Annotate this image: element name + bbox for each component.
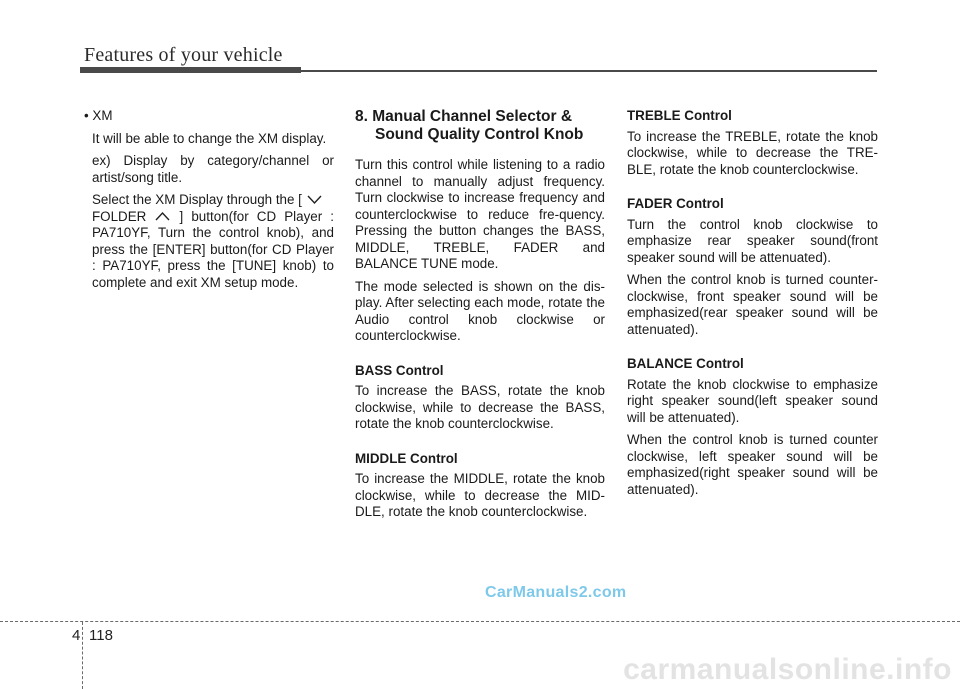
footer-divider — [82, 622, 83, 689]
section-title — [355, 108, 605, 143]
bullet-xm: • XM — [84, 108, 113, 123]
knob-paragraph-2: The mode selected is shown on the dis-play. After selecting each mode, rotate the Audio control knob clockwise or counterclockwise. — [355, 278, 605, 343]
page-number: 118 — [89, 627, 113, 644]
page-header-title: Features of your vehicle — [84, 44, 283, 66]
section-title-line-1: 8. Manual Channel Selector & — [355, 108, 573, 125]
bass-heading: BASS Control — [355, 362, 444, 378]
balance-text-2: When the control knob is turned counter clockwise, left speaker sound will be emphasized(right speaker sound will be attenuated). — [627, 432, 878, 497]
xm-paragraph-1: It will be able to change the XM display. — [92, 130, 327, 146]
middle-text: To increase the MIDDLE, rotate the knob clockwise, while to decrease the MID-DLE, rotate the knob counterclockwise. — [355, 471, 605, 519]
fader-heading: FADER Control — [627, 196, 724, 211]
section-title-line-2: Sound Quality Control Knob — [375, 125, 584, 143]
xm-paragraph-2: ex) Display by category/channel or artist/song title. — [92, 153, 334, 185]
fader-text-1: Turn the control knob clockwise to emphasize rear speaker sound(front speaker sound will be attenuated). — [627, 216, 878, 265]
column-1 — [84, 108, 334, 297]
treble-heading: TREBLE Control — [627, 108, 732, 123]
balance-text-1: Rotate the knob clockwise to emphasize right speaker sound(left speaker sound will be attenuated). — [627, 376, 878, 425]
xm-p3-before: Select the XM Display through the [ — [92, 192, 302, 207]
chevron-down-icon — [306, 193, 323, 206]
chevron-up-icon — [154, 210, 171, 223]
balance-heading: BALANCE Control — [627, 356, 744, 371]
chapter-number: 4 — [72, 627, 81, 644]
watermark-link[interactable]: CarManuals2.com — [485, 584, 627, 601]
footer-rule — [0, 621, 960, 622]
site-watermark: carmanualsonline.info — [623, 653, 952, 686]
xm-paragraph-3 — [92, 192, 334, 291]
header-rule — [301, 70, 877, 72]
middle-heading: MIDDLE Control — [355, 450, 458, 466]
knob-paragraph-1: Turn this control while listening to a radio channel to manually adjust frequency. Turn clockwise to increase frequency and counterclockwise to reduce fre-quency. Pressing the button changes the BASS, MIDDLE, TREBLE, FADER and BALANCE TUNE mode. — [355, 157, 605, 271]
xm-body — [84, 131, 334, 292]
header-bar — [80, 67, 301, 73]
bass-text: To increase the BASS, rotate the knob clockwise, while to decrease the BASS, rotate the knob counterclockwise. — [355, 383, 605, 431]
column-3 — [627, 108, 878, 504]
xm-p3-folder: FOLDER — [92, 208, 147, 224]
xm-p3-after: ] button(for CD Player : PA710YF, Turn the control knob), and press the [ENTER] button(for CD Player : PA710YF, press the [TUNE] knob) to complete and exit XM setup mode. — [92, 208, 334, 290]
treble-text: To increase the TREBLE, rotate the knob clockwise, while to decrease the TRE-BLE, rotate the knob counterclockwise. — [627, 128, 878, 177]
fader-text-2: When the control knob is turned counter-clockwise, front speaker sound will be emphasized(rear speaker sound will be attenuated). — [627, 272, 878, 337]
column-2 — [355, 108, 605, 527]
